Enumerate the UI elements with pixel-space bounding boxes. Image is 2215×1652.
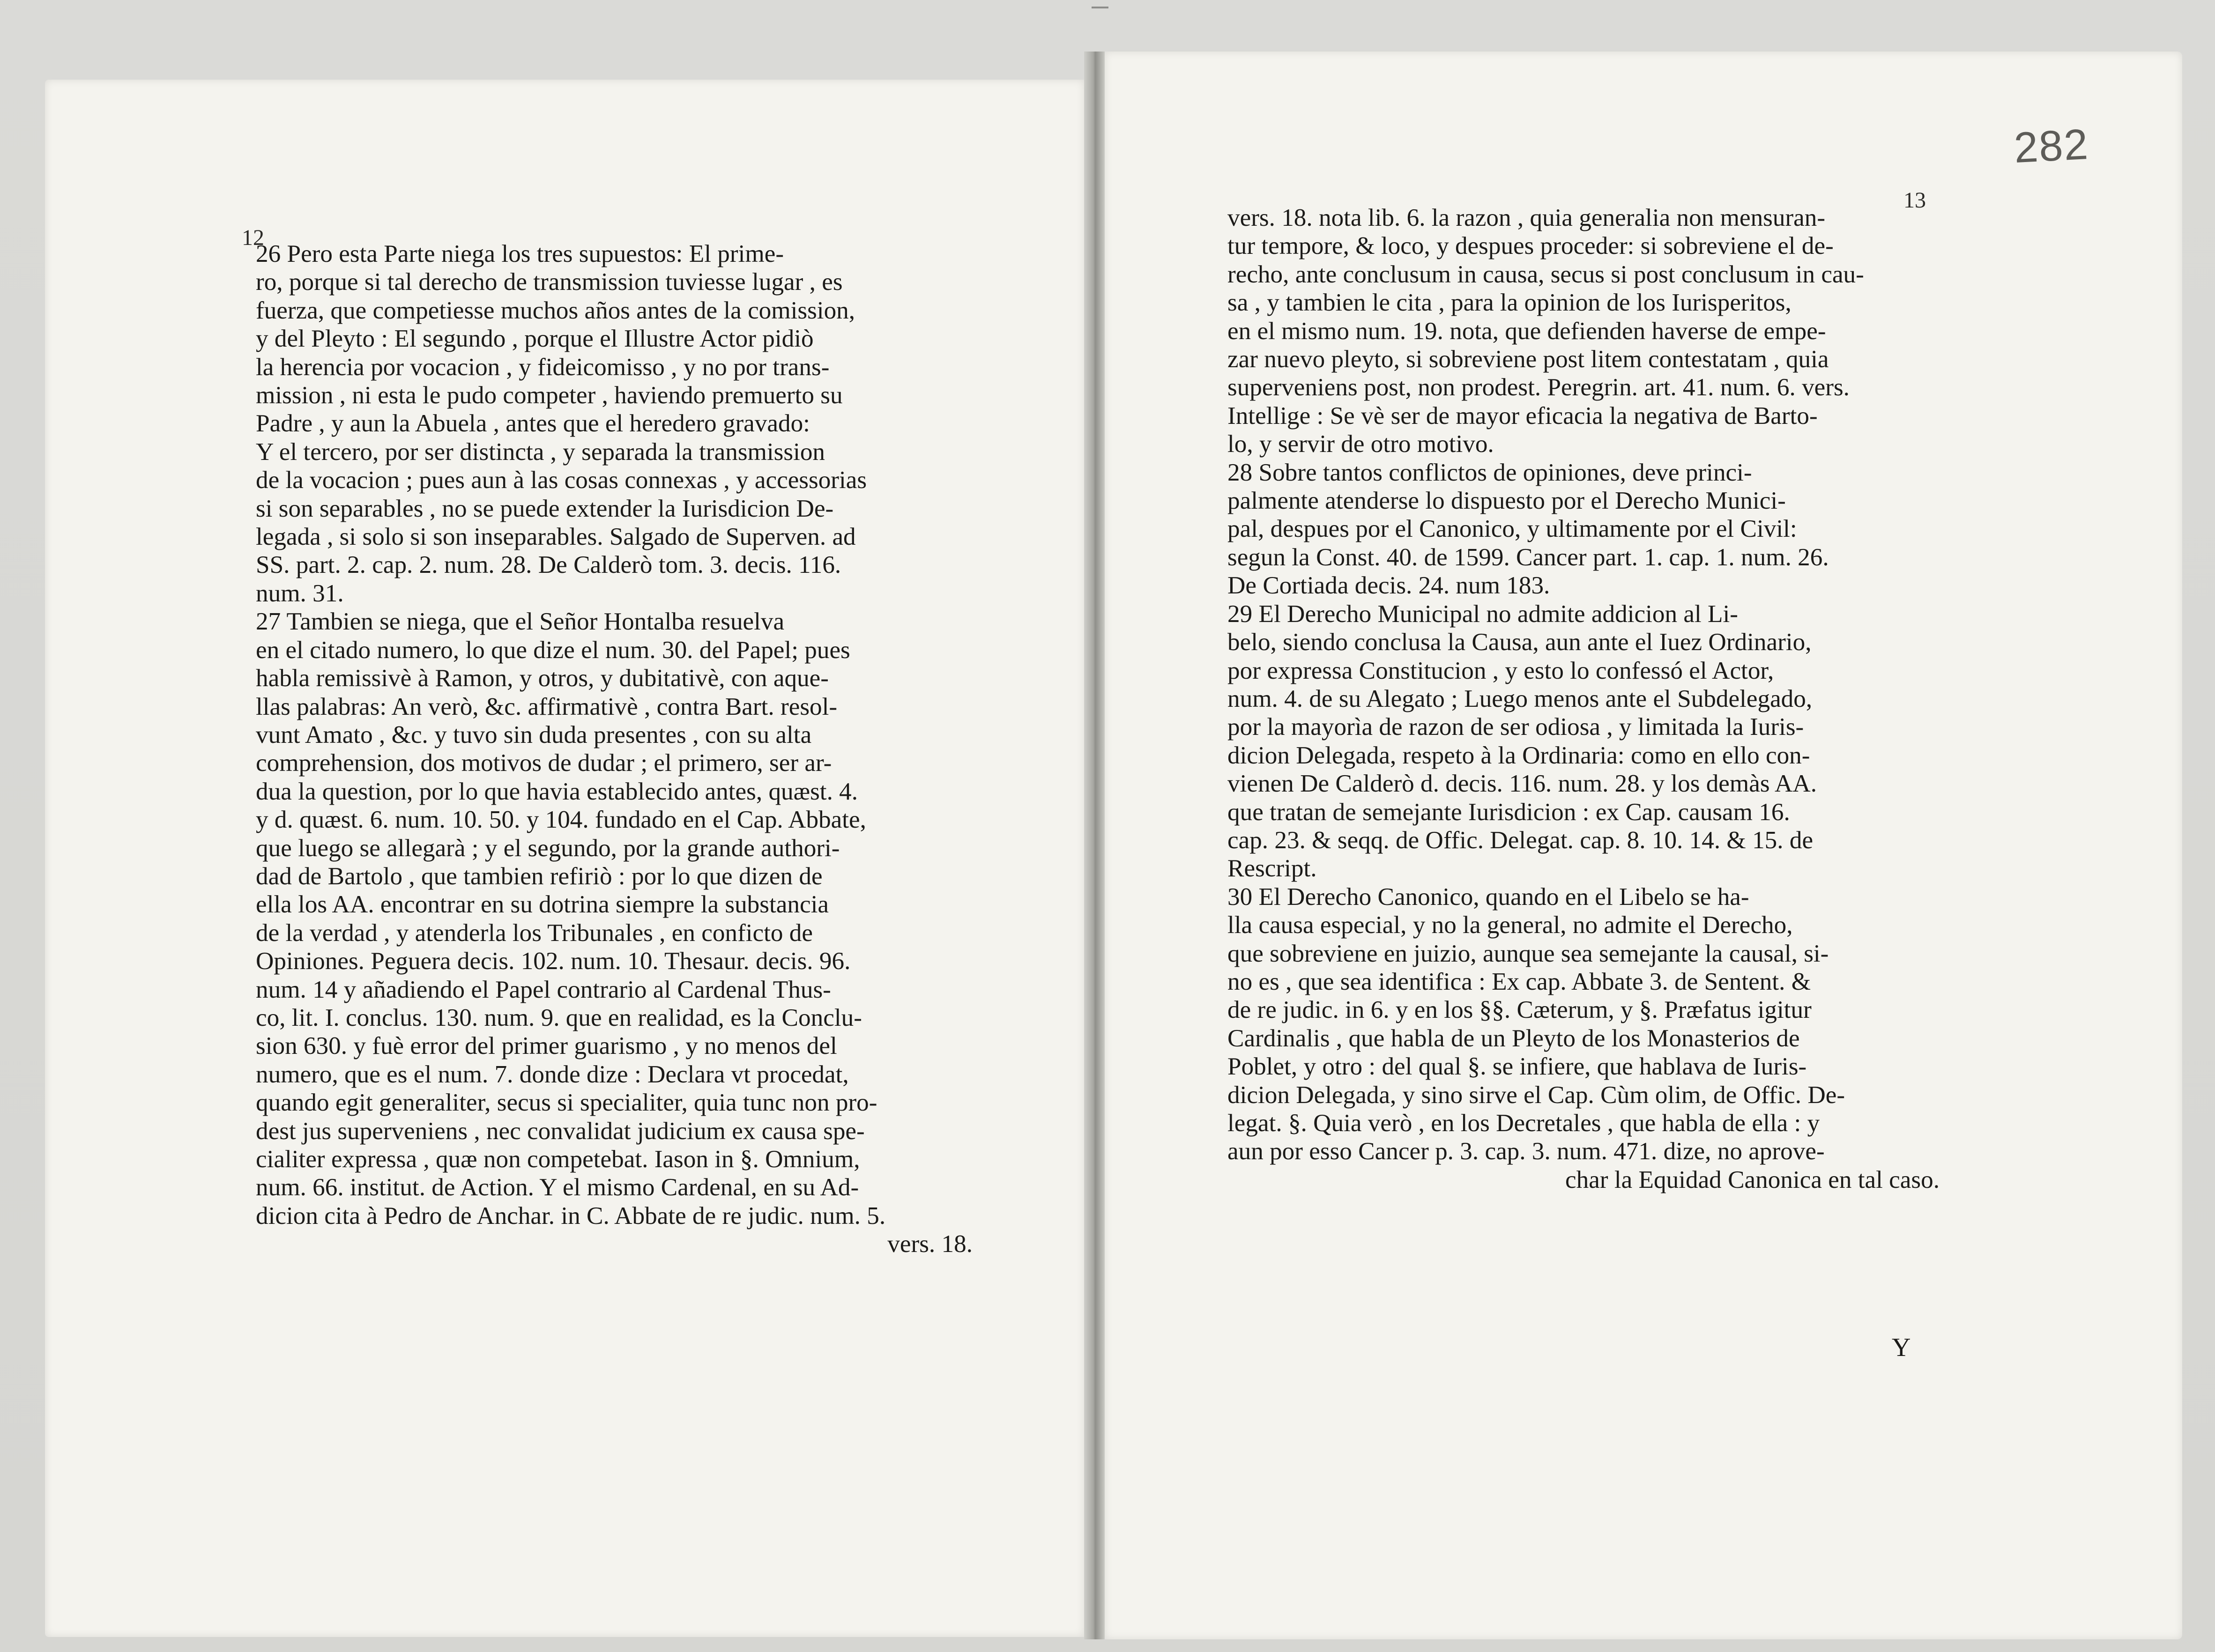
text-line: Padre , y aun la Abuela , antes que el heredero gravado:: [256, 409, 810, 437]
text-line: dua la question, por lo que havia establecido antes, quæst. 4.: [256, 777, 858, 805]
text-line: pal, despues por el Canonico, y ultimamente por el Civil:: [1227, 515, 1797, 543]
text-line: Cardinalis , que habla de un Pleyto de los Monasterios de: [1227, 1024, 1800, 1052]
text-line: segun la Const. 40. de 1599. Cancer part. 1. cap. 1. num. 26.: [1227, 543, 1829, 571]
left-page-number: 12: [242, 225, 264, 250]
text-line: por la mayorìa de razon de ser odiosa , y limitada la Iuris-: [1227, 713, 1804, 741]
text-line: legada , si solo si son inseparables. Salgado de Superven. ad: [256, 523, 856, 551]
book-gutter: [1084, 52, 1105, 1639]
text-line: lla causa especial, y no la general, no admite el Derecho,: [1227, 911, 1793, 939]
text-line: de la vocacion ; pues aun à las cosas connexas , y accessorias: [256, 466, 867, 494]
text-line: 26 Pero esta Parte niega los tres supuestos: El prime-: [256, 240, 784, 267]
text-line: Y el tercero, por ser distincta , y separada la transmission: [256, 437, 825, 466]
text-line: 28 Sobre tantos conflictos de opiniones, deve princi-: [1227, 458, 1752, 486]
text-line: de re judic. in 6. y en los §§. Cæterum, y §. Præfatus igitur: [1227, 996, 1812, 1024]
right-page-text: [1227, 204, 1940, 1194]
text-line: dicion Delegada, y sino sirve el Cap. Cùm olim, de Offic. De-: [1227, 1081, 1845, 1109]
text-line: Opiniones. Peguera decis. 102. num. 10. Thesaur. decis. 96.: [256, 947, 851, 975]
text-line: 29 El Derecho Municipal no admite addicion al Li-: [1227, 600, 1739, 628]
text-line: sion 630. y fuè error del primer guarismo , y no menos del: [256, 1032, 837, 1060]
text-line: vunt Amato , &c. y tuvo sin duda presentes , con su alta: [256, 720, 812, 748]
text-line: en el mismo num. 19. nota, que defienden haverse de empe-: [1227, 317, 1826, 345]
text-line: Intellige : Se vè ser de mayor eficacia la negativa de Barto-: [1227, 401, 1818, 430]
catchword: Y: [1892, 1333, 1911, 1362]
text-line: dad de Bartolo , que tambien refiriò : por lo que dizen de: [256, 862, 823, 890]
text-line: habla remissivè à Ramon, y otros, y dubitativè, con aque-: [256, 664, 829, 692]
text-line: belo, siendo conclusa la Causa, aun ante el Iuez Ordinario,: [1227, 628, 1812, 656]
text-line: no es , que sea identifica : Ex cap. Abbate 3. de Sentent. &: [1227, 967, 1811, 995]
text-line: vienen De Calderò d. decis. 116. num. 28. y los demàs AA.: [1227, 770, 1817, 798]
text-line: ro, porque si tal derecho de transmission tuviesse lugar , es: [256, 268, 843, 296]
left-page-text: [256, 240, 973, 1259]
scan-edge-mark: [1092, 7, 1108, 8]
right-page-number: 13: [1903, 188, 1926, 213]
text-line: si son separables , no se puede extender la Iurisdicion De-: [256, 494, 834, 522]
text-line: fuerza, que competiesse muchos años antes de la comission,: [256, 296, 855, 324]
text-line: 27 Tambien se niega, que el Señor Hontalba resuelva: [256, 607, 785, 636]
text-line: Rescript.: [1227, 854, 1317, 882]
handwritten-folio-number: 282: [2012, 120, 2090, 172]
text-line: y del Pleyto : El segundo , porque el Illustre Actor pidiò: [256, 325, 814, 353]
text-line: ella los AA. encontrar en su dotrina siempre la substancia: [256, 890, 829, 919]
text-line: quando egit generaliter, secus si specialiter, quia tunc non pro-: [256, 1089, 877, 1117]
text-line: de la verdad , y atenderla los Tribunales , en conficto de: [256, 919, 813, 947]
text-line: char la Equidad Canonica en tal caso.: [1565, 1165, 1940, 1193]
text-line: superveniens post, non prodest. Peregrin. art. 41. num. 6. vers.: [1227, 373, 1850, 401]
text-line: dicion Delegada, respeto à la Ordinaria: como en ello con-: [1227, 741, 1810, 769]
text-line: que sobreviene en juizio, aunque sea semejante la causal, si-: [1227, 939, 1829, 967]
text-line: num. 4. de su Alegato ; Luego menos ante el Subdelegado,: [1227, 684, 1813, 712]
text-line: num. 14 y añadiendo el Papel contrario al Cardenal Thus-: [256, 975, 831, 1003]
text-line: palmente atenderse lo dispuesto por el Derecho Munici-: [1227, 487, 1786, 515]
text-line: mission , ni esta le pudo competer , haviendo premuerto su: [256, 381, 843, 409]
text-line: por expressa Constitucion , y esto lo confessó el Actor,: [1227, 656, 1774, 684]
text-line: cap. 23. & seqq. de Offic. Delegat. cap. 8. 10. 14. & 15. de: [1227, 826, 1814, 854]
text-line: zar nuevo pleyto, si sobreviene post litem contestatam , quia: [1227, 345, 1829, 373]
text-line: llas palabras: An verò, &c. affirmativè , contra Bart. resol-: [256, 692, 838, 720]
text-line: numero, que es el num. 7. donde dize : Declara vt procedat,: [256, 1060, 849, 1088]
text-line: que luego se allegarà ; y el segundo, por la grande authori-: [256, 834, 840, 862]
text-line: que tratan de semejante Iurisdicion : ex Cap. causam 16.: [1227, 798, 1790, 826]
text-line: legat. §. Quia verò , en los Decretales , que habla de ella : y: [1227, 1109, 1820, 1137]
text-line: 30 El Derecho Canonico, quando en el Libelo se ha-: [1227, 882, 1749, 911]
text-line: cialiter expressa , quæ non competebat. Iason in §. Omnium,: [256, 1145, 860, 1173]
text-line: vers. 18. nota lib. 6. la razon , quia generalia non mensuran-: [1227, 204, 1826, 231]
text-line: y d. quæst. 6. num. 10. 50. y 104. fundado en el Cap. Abbate,: [256, 806, 866, 834]
text-line: dest jus superveniens , nec convalidat judicium ex causa spe-: [256, 1117, 865, 1145]
text-line: SS. part. 2. cap. 2. num. 28. De Calderò tom. 3. decis. 116.: [256, 551, 841, 579]
text-line: la herencia por vocacion , y fideicomisso , y no por trans-: [256, 353, 830, 381]
text-line: lo, y servir de otro motivo.: [1227, 430, 1494, 458]
text-line: num. 66. institut. de Action. Y el mismo Cardenal, en su Ad-: [256, 1173, 859, 1201]
text-line: recho, ante conclusum in causa, secus si post conclusum in cau-: [1227, 260, 1864, 288]
text-line: comprehension, dos motivos de dudar ; el primero, ser ar-: [256, 749, 832, 777]
right-page: [1105, 52, 2182, 1639]
text-line: aun por esso Cancer p. 3. cap. 3. num. 471. dize, no aprove-: [1227, 1137, 1825, 1165]
text-line: Poblet, y otro : del qual §. se infiere, que hablava de Iuris-: [1227, 1052, 1807, 1081]
text-line: sa , y tambien le cita , para la opinion de los Iurisperitos,: [1227, 289, 1791, 317]
text-line: num. 31.: [256, 579, 344, 607]
text-line: tur tempore, & loco, y despues proceder: si sobreviene el de-: [1227, 232, 1834, 260]
text-line: en el citado numero, lo que dize el num. 30. del Papel; pues: [256, 636, 850, 664]
text-line: dicion cita à Pedro de Anchar. in C. Abbate de re judic. num. 5.: [256, 1201, 886, 1230]
text-line: vers. 18.: [887, 1230, 973, 1258]
text-line: co, lit. I. conclus. 130. num. 9. que en realidad, es la Conclu-: [256, 1003, 862, 1031]
text-line: De Cortiada decis. 24. num 183.: [1227, 571, 1550, 600]
left-page: [45, 80, 1084, 1637]
